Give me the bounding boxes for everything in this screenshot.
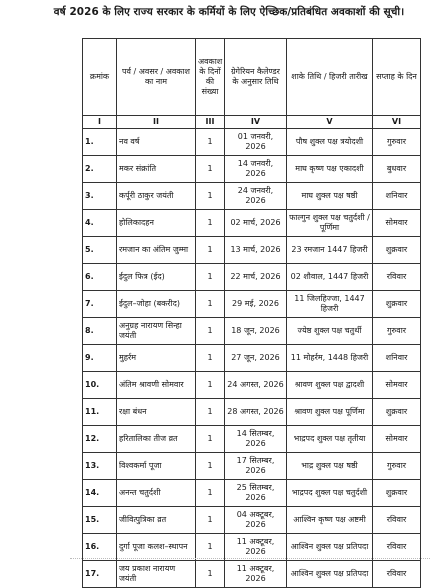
serial-number: 8. bbox=[83, 318, 117, 345]
serial-number: 4. bbox=[83, 210, 117, 237]
roman-numeral: I bbox=[83, 116, 117, 129]
serial-number: 16. bbox=[83, 534, 117, 561]
occasion-name: मुहर्रम bbox=[117, 345, 196, 372]
table-row bbox=[83, 345, 421, 372]
saka-hijri-date: भाद्र शुक्ल पक्ष षष्ठी bbox=[287, 453, 373, 480]
occasion-name: रक्षा बंधन bbox=[117, 399, 196, 426]
occasion-name: विश्वकर्मा पूजा bbox=[117, 453, 196, 480]
occasion-name: रमजान का अंतिम जुम्मा bbox=[117, 237, 196, 264]
saka-hijri-date: माघ कृष्ण पक्ष एकादशी bbox=[287, 156, 373, 183]
days-count: 1 bbox=[196, 453, 225, 480]
weekday: सोमवार bbox=[373, 426, 421, 453]
saka-hijri-date: ज्येष्ठ शुक्ल पक्ष चतुर्थी bbox=[287, 318, 373, 345]
weekday: शुक्रवार bbox=[373, 399, 421, 426]
saka-hijri-date: पौष शुक्ल पक्ष त्रयोदशी bbox=[287, 129, 373, 156]
gregorian-date: 01 जनवरी, 2026 bbox=[225, 129, 287, 156]
weekday: रविवार bbox=[373, 507, 421, 534]
serial-number: 1. bbox=[83, 129, 117, 156]
gregorian-date: 22 मार्च, 2026 bbox=[225, 264, 287, 291]
table-row bbox=[83, 210, 421, 237]
days-count: 1 bbox=[196, 534, 225, 561]
serial-number: 17. bbox=[83, 561, 117, 588]
roman-numeral: VI bbox=[373, 116, 421, 129]
roman-numeral: V bbox=[287, 116, 373, 129]
days-count: 1 bbox=[196, 129, 225, 156]
saka-hijri-date: भाद्रपद शुक्ल पक्ष चतुर्दशी bbox=[287, 480, 373, 507]
serial-number: 5. bbox=[83, 237, 117, 264]
saka-hijri-date: 02 शौवाल, 1447 हिजरी bbox=[287, 264, 373, 291]
weekday: सोमवार bbox=[373, 372, 421, 399]
table-row bbox=[83, 291, 421, 318]
weekday: शनिवार bbox=[373, 345, 421, 372]
table-row bbox=[83, 426, 421, 453]
table-row bbox=[83, 372, 421, 399]
table-row bbox=[83, 318, 421, 345]
serial-number: 11. bbox=[83, 399, 117, 426]
saka-hijri-date: श्रावण शुक्ल पक्ष पूर्णिमा bbox=[287, 399, 373, 426]
saka-hijri-date: फाल्गुन शुक्ल पक्ष चतुर्दशी / पूर्णिमा bbox=[287, 210, 373, 237]
table-row bbox=[83, 129, 421, 156]
gregorian-date: 24 जनवरी, 2026 bbox=[225, 183, 287, 210]
serial-number: 15. bbox=[83, 507, 117, 534]
header-occasion: पर्व / अवसर / अवकाश का नाम bbox=[117, 39, 196, 116]
gregorian-date: 27 जून, 2026 bbox=[225, 345, 287, 372]
occasion-name: दुर्गा पूजा कलश–स्थापन bbox=[117, 534, 196, 561]
days-count: 1 bbox=[196, 345, 225, 372]
saka-hijri-date: श्रावण शुक्ल पक्ष द्वादशी bbox=[287, 372, 373, 399]
weekday: शुक्रवार bbox=[373, 291, 421, 318]
weekday: रविवार bbox=[373, 561, 421, 588]
saka-hijri-date: 23 रमजान 1447 हिजरी bbox=[287, 237, 373, 264]
days-count: 1 bbox=[196, 399, 225, 426]
days-count: 1 bbox=[196, 264, 225, 291]
occasion-name: हरितालिका तीज व्रत bbox=[117, 426, 196, 453]
serial-number: 9. bbox=[83, 345, 117, 372]
weekday: गुरुवार bbox=[373, 453, 421, 480]
saka-hijri-date: माघ शुक्ल पक्ष षष्ठी bbox=[287, 183, 373, 210]
table-row bbox=[83, 399, 421, 426]
occasion-name: जीवित्पुत्रिका व्रत bbox=[117, 507, 196, 534]
serial-number: 6. bbox=[83, 264, 117, 291]
weekday: गुरुवार bbox=[373, 318, 421, 345]
days-count: 1 bbox=[196, 507, 225, 534]
serial-number: 12. bbox=[83, 426, 117, 453]
roman-numeral: II bbox=[117, 116, 196, 129]
weekday: बुधवार bbox=[373, 156, 421, 183]
occasion-name: ईदुल–जोहा (बकरीद) bbox=[117, 291, 196, 318]
weekday: गुरुवार bbox=[373, 129, 421, 156]
serial-number: 2. bbox=[83, 156, 117, 183]
header-gregorian: ग्रेगेरियन कैलेण्डर के अनुसार तिथि bbox=[225, 39, 287, 116]
days-count: 1 bbox=[196, 210, 225, 237]
gregorian-date: 04 अक्टूबर, 2026 bbox=[225, 507, 287, 534]
weekday: रविवार bbox=[373, 264, 421, 291]
occasion-name: अनुग्रह नारायण सिन्हा जयंती bbox=[117, 318, 196, 345]
weekday: शुक्रवार bbox=[373, 237, 421, 264]
table-row bbox=[83, 237, 421, 264]
occasion-name: मकर संक्रांति bbox=[117, 156, 196, 183]
holiday-table bbox=[82, 38, 421, 588]
days-count: 1 bbox=[196, 372, 225, 399]
gregorian-date: 14 जनवरी, 2026 bbox=[225, 156, 287, 183]
weekday: रविवार bbox=[373, 534, 421, 561]
table-row bbox=[83, 183, 421, 210]
weekday: सोमवार bbox=[373, 210, 421, 237]
page-bottom-divider bbox=[70, 558, 430, 565]
saka-hijri-date: 11 मोहर्रम, 1448 हिजरी bbox=[287, 345, 373, 372]
gregorian-date: 24 अगस्त, 2026 bbox=[225, 372, 287, 399]
table-row bbox=[83, 507, 421, 534]
days-count: 1 bbox=[196, 318, 225, 345]
document-title: वर्ष 2026 के लिए राज्य सरकार के कर्मियों के लिए ऐच्छिक/प्रतिबंधित अवकाशों की सूची। bbox=[53, 6, 405, 18]
saka-hijri-date: आश्विन शुक्ल पक्ष प्रतिपदा bbox=[287, 534, 373, 561]
table-row bbox=[83, 480, 421, 507]
saka-hijri-date: आश्विन कृष्ण पक्ष अष्टमी bbox=[287, 507, 373, 534]
occasion-name: नव वर्ष bbox=[117, 129, 196, 156]
header-serial: क्रमांक bbox=[83, 39, 117, 116]
weekday: शनिवार bbox=[373, 183, 421, 210]
occasion-name: अनन्त चतुर्दशी bbox=[117, 480, 196, 507]
table-row bbox=[83, 453, 421, 480]
days-count: 1 bbox=[196, 426, 225, 453]
days-count: 1 bbox=[196, 156, 225, 183]
table-row bbox=[83, 156, 421, 183]
gregorian-date: 29 मई, 2026 bbox=[225, 291, 287, 318]
occasion-name: ईदुल फित्र (ईद) bbox=[117, 264, 196, 291]
gregorian-date: 02 मार्च, 2026 bbox=[225, 210, 287, 237]
days-count: 1 bbox=[196, 183, 225, 210]
gregorian-date: 13 मार्च, 2026 bbox=[225, 237, 287, 264]
table-header-row bbox=[83, 39, 421, 116]
saka-hijri-date: भाद्रपद शुक्ल पक्ष तृतीया bbox=[287, 426, 373, 453]
gregorian-date: 25 सितम्बर, 2026 bbox=[225, 480, 287, 507]
serial-number: 10. bbox=[83, 372, 117, 399]
occasion-name: अंतिम श्रावणी सोमवार bbox=[117, 372, 196, 399]
days-count: 1 bbox=[196, 480, 225, 507]
days-count: 1 bbox=[196, 561, 225, 588]
days-count: 1 bbox=[196, 291, 225, 318]
header-saka-hijri: शाके तिथि / हिजरी तारीख bbox=[287, 39, 373, 116]
serial-number: 3. bbox=[83, 183, 117, 210]
gregorian-date: 11 अक्टूबर, 2026 bbox=[225, 534, 287, 561]
roman-numeral-row bbox=[83, 116, 421, 129]
saka-hijri-date: 11 जिलहिज्जा, 1447 हिजरी bbox=[287, 291, 373, 318]
serial-number: 7. bbox=[83, 291, 117, 318]
weekday: शुक्रवार bbox=[373, 480, 421, 507]
gregorian-date: 18 जून, 2026 bbox=[225, 318, 287, 345]
table-row bbox=[83, 264, 421, 291]
gregorian-date: 14 सितम्बर, 2026 bbox=[225, 426, 287, 453]
saka-hijri-date: आश्विन शुक्ल पक्ष प्रतिपदा bbox=[287, 561, 373, 588]
occasion-name: जय प्रकाश नारायण जयंती bbox=[117, 561, 196, 588]
serial-number: 14. bbox=[83, 480, 117, 507]
occasion-name: होलिकादहन bbox=[117, 210, 196, 237]
gregorian-date: 17 सितम्बर, 2026 bbox=[225, 453, 287, 480]
gregorian-date: 11 अक्टूबर, 2026 bbox=[225, 561, 287, 588]
table-row bbox=[83, 534, 421, 561]
roman-numeral: IV bbox=[225, 116, 287, 129]
occasion-name: कर्पूरी ठाकुर जयंती bbox=[117, 183, 196, 210]
header-days: अवकाश के दिनों की संख्या bbox=[196, 39, 225, 116]
roman-numeral: III bbox=[196, 116, 225, 129]
gregorian-date: 28 अगस्त, 2026 bbox=[225, 399, 287, 426]
serial-number: 13. bbox=[83, 453, 117, 480]
days-count: 1 bbox=[196, 237, 225, 264]
header-weekday: सप्ताह के दिन bbox=[373, 39, 421, 116]
